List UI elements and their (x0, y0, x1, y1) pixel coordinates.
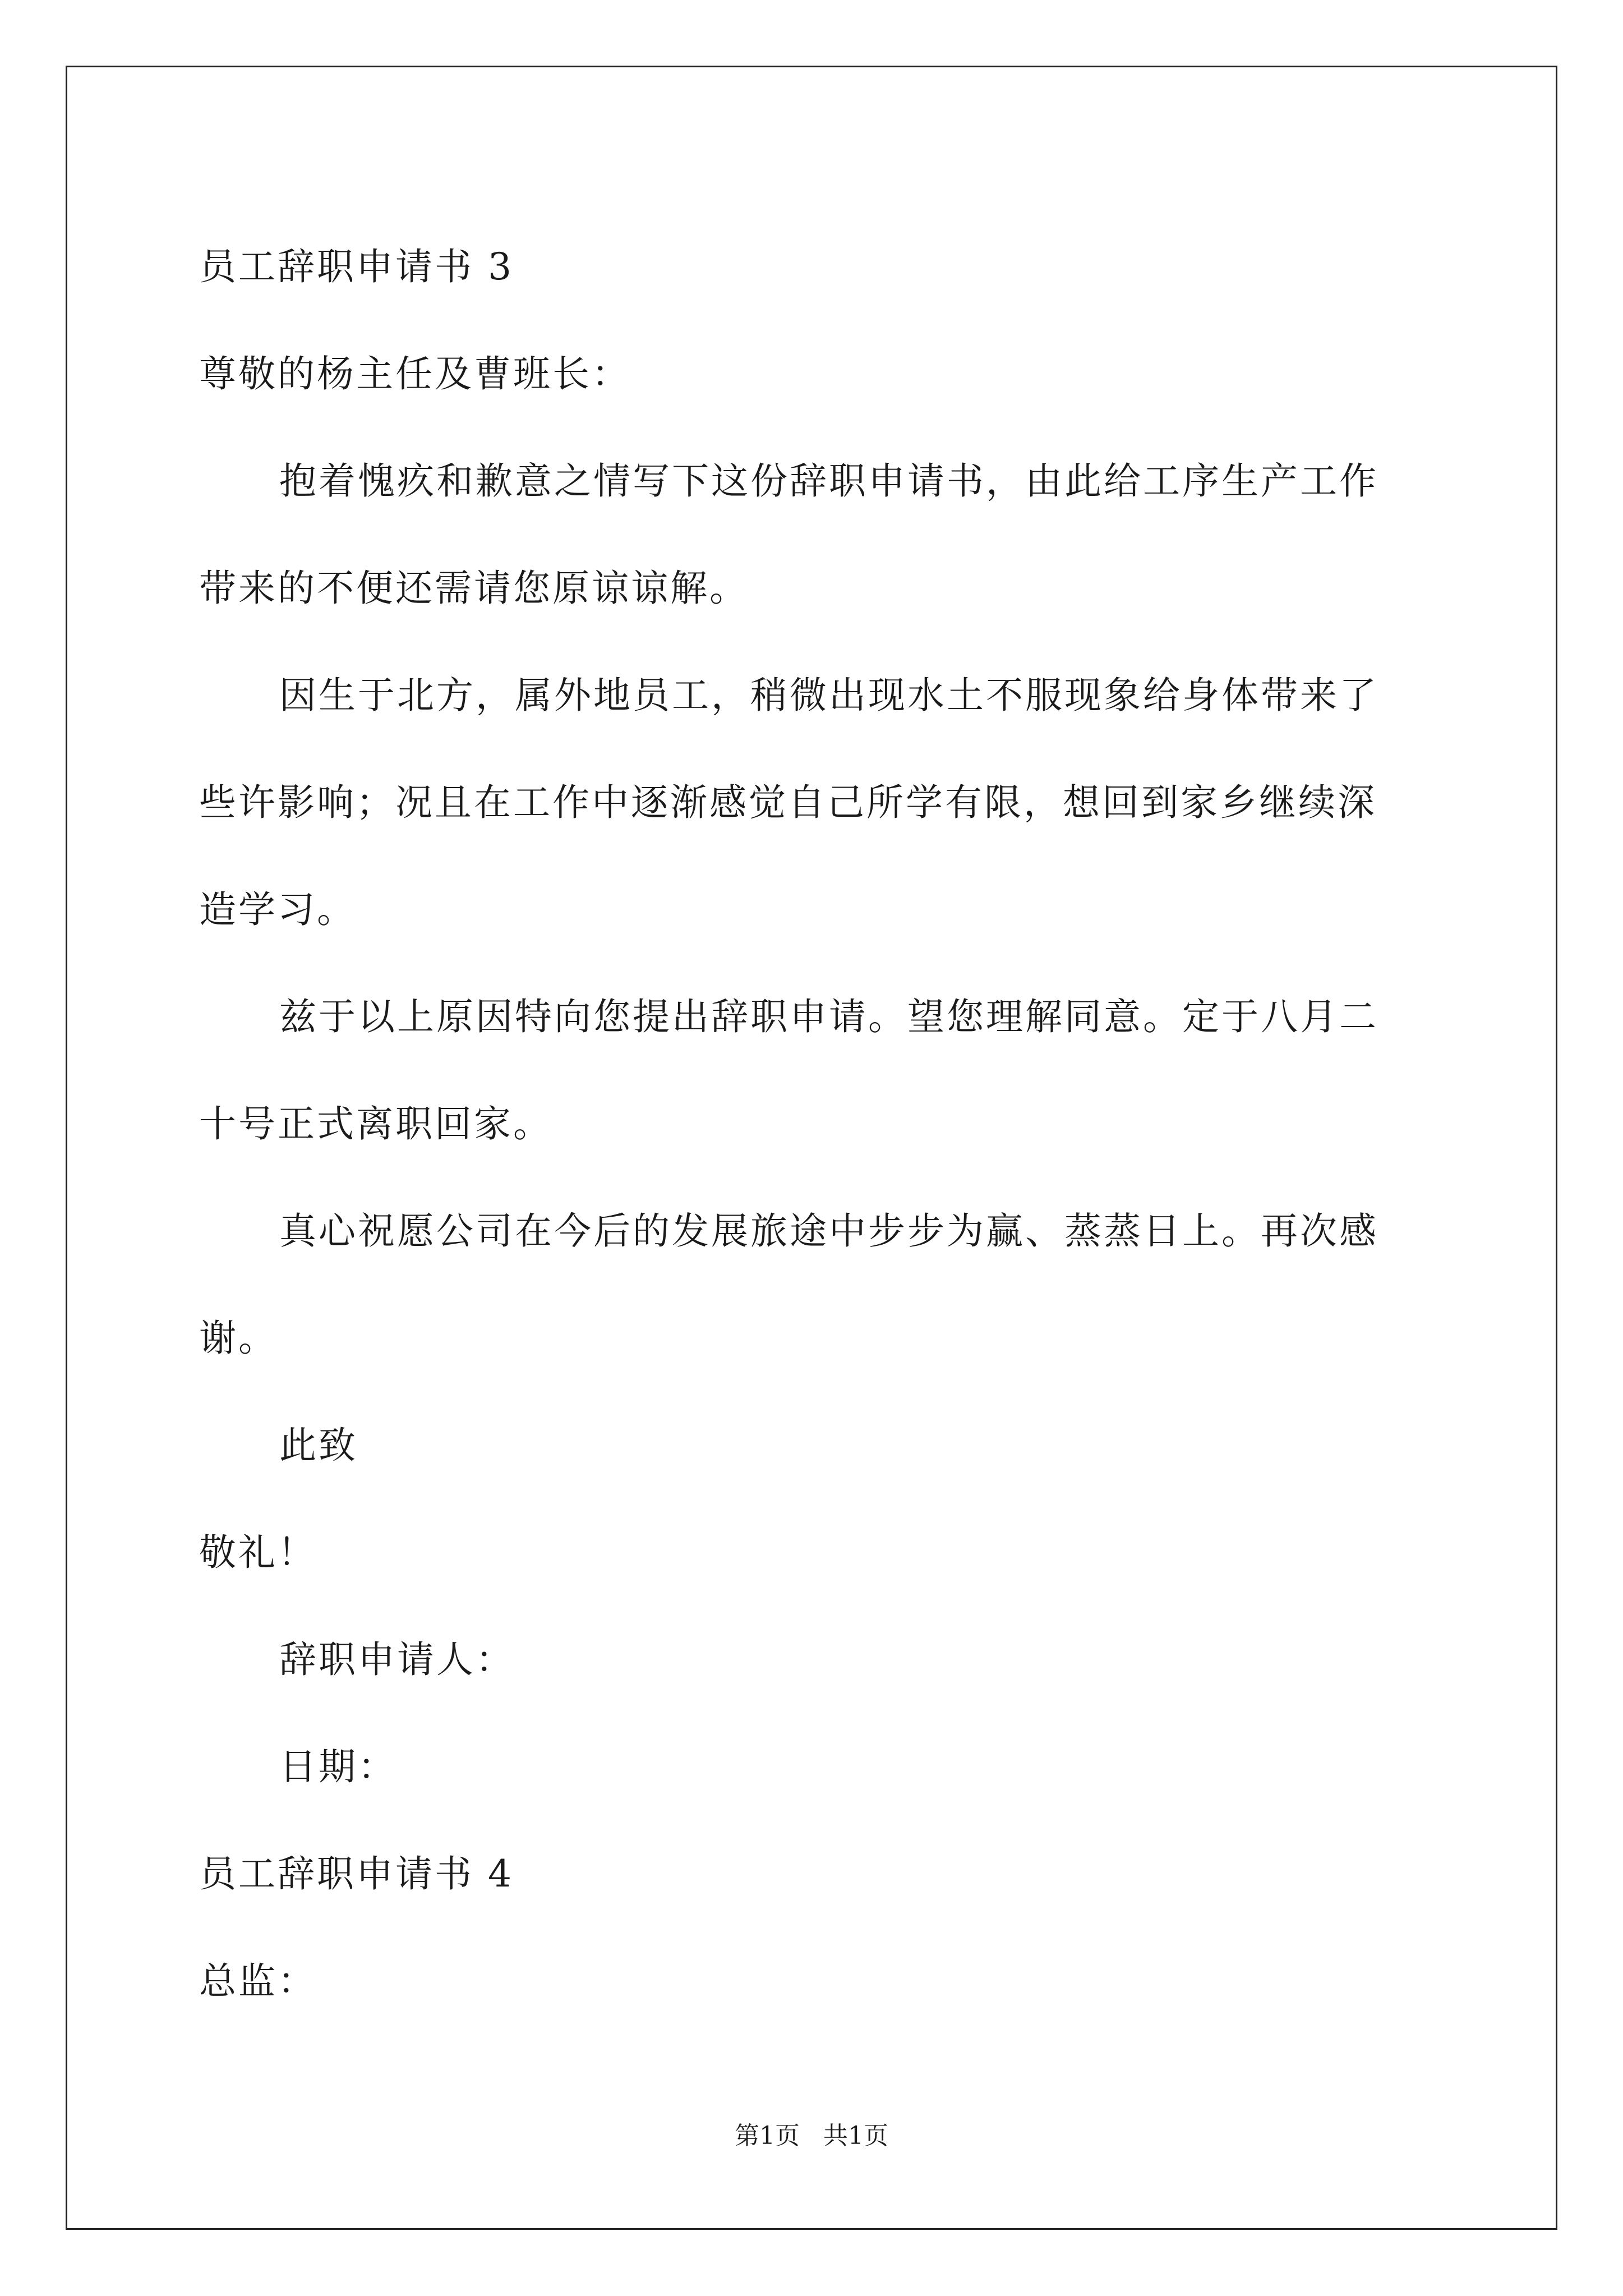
section-title: 员工辞职申请书 3 (199, 245, 514, 288)
paragraph-line: 带来的不便还需请您原谅谅解。 (199, 567, 749, 610)
applicant-label: 辞职申请人： (279, 1638, 515, 1681)
paragraph-line: 十号正式离职回家。 (199, 1102, 552, 1145)
paragraph-line: 谢。 (199, 1317, 278, 1360)
paragraph-line: 些许影响；况且在工作中逐渐感觉自己所学有限，想回到家乡继续深 (199, 781, 1377, 824)
document-body (199, 213, 1427, 2035)
paragraph-line: 造学习。 (199, 888, 356, 931)
section-title: 员工辞职申请书 4 (199, 1852, 514, 1895)
closing-line: 敬礼！ (199, 1531, 317, 1574)
paragraph-line: 抱着愧疚和歉意之情写下这份辞职申请书，由此给工序生产工作 (279, 459, 1378, 503)
closing-line: 此致 (279, 1424, 358, 1467)
page-footer: 第1页 共1页 (735, 2122, 888, 2150)
salutation: 总监： (199, 1959, 317, 2003)
salutation: 尊敬的杨主任及曹班长： (199, 352, 631, 395)
paragraph-line: 真心祝愿公司在今后的发展旅途中步步为赢、蒸蒸日上。再次感 (279, 1209, 1378, 1253)
paragraph-line: 兹于以上原因特向您提出辞职申请。望您理解同意。定于八月二 (279, 995, 1378, 1038)
date-label: 日期： (279, 1745, 397, 1788)
paragraph-line: 因生于北方，属外地员工，稍微出现水土不服现象给身体带来了 (279, 674, 1378, 717)
